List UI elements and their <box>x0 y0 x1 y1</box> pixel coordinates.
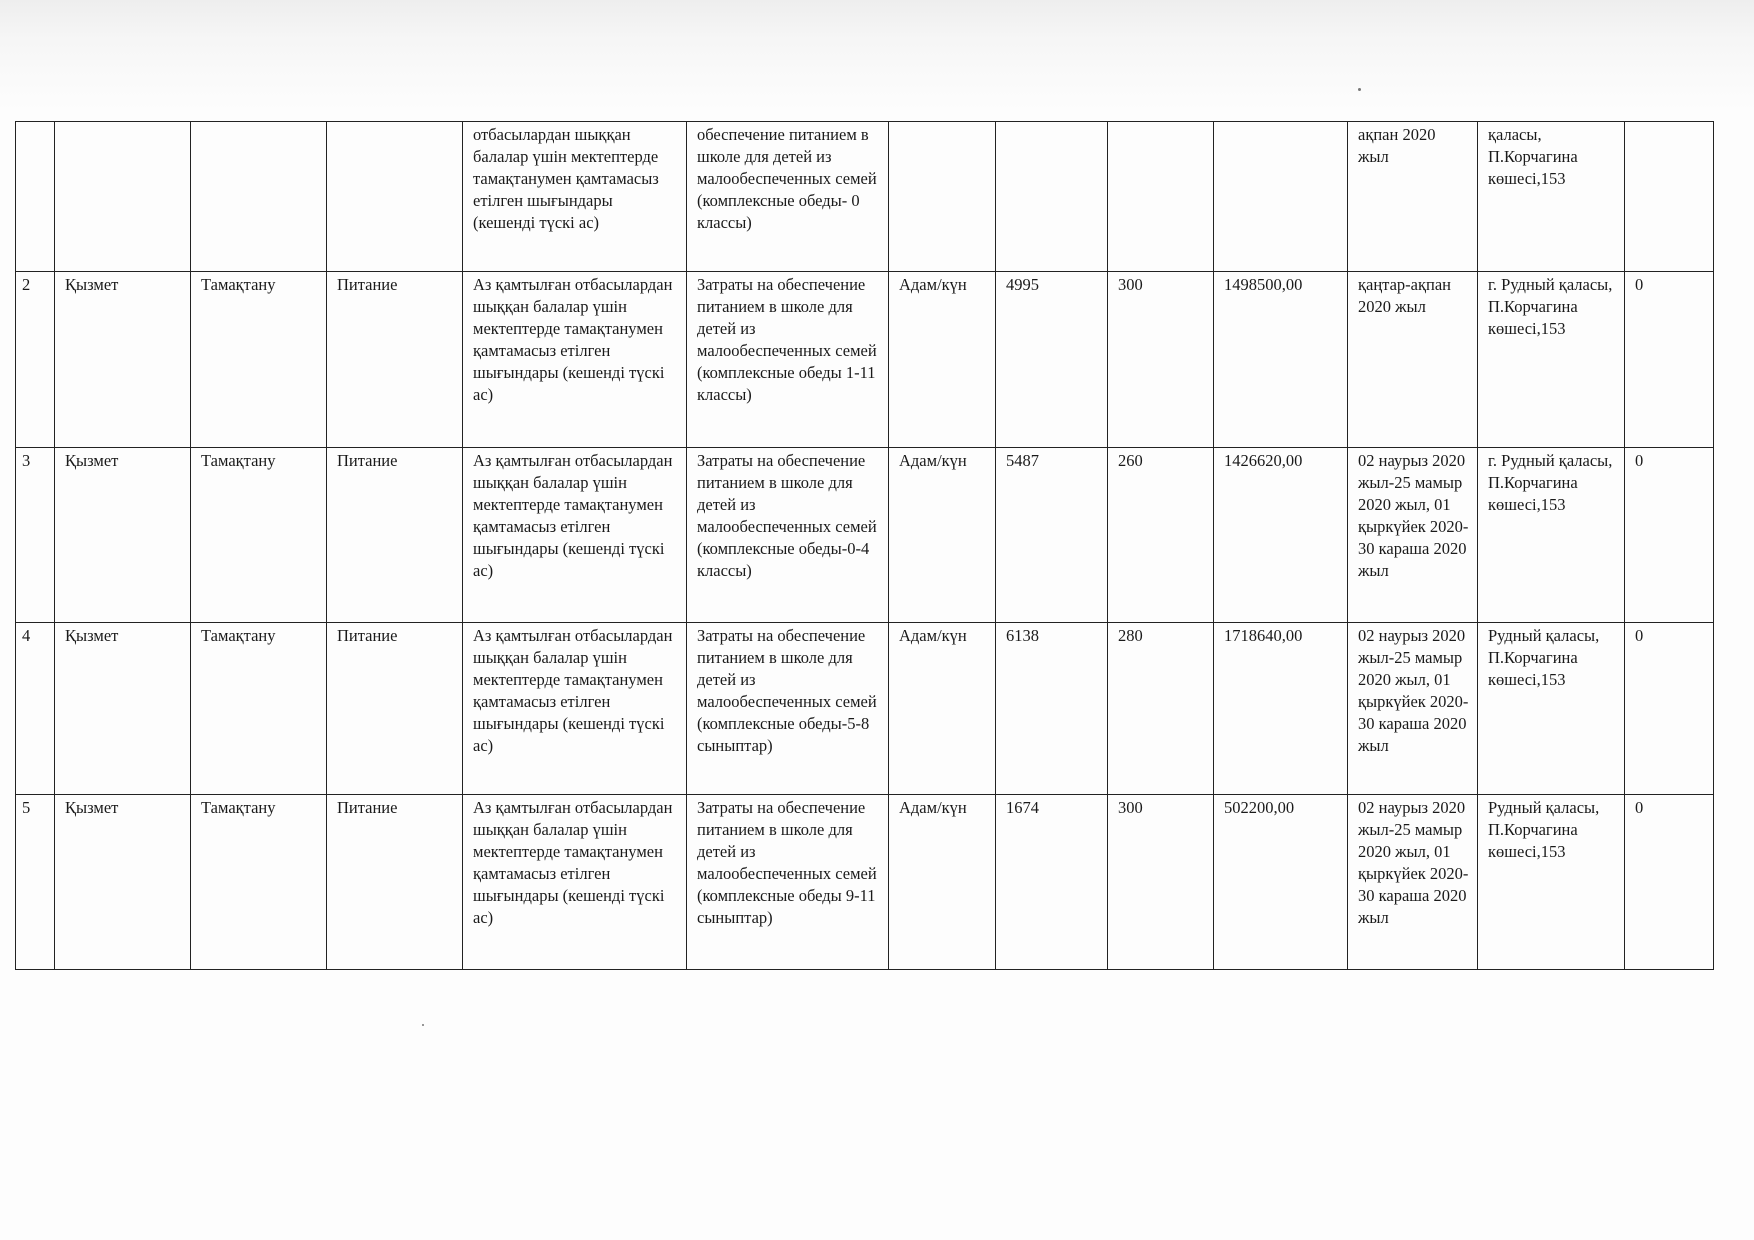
cell-quantity: 6138 <box>996 623 1108 795</box>
cell-type: Қызмет <box>55 623 191 795</box>
table-row <box>16 122 1714 272</box>
cell-description-kk: Аз қамтылған отбасылардан шыққан балалар үшін мектептерде тамақтанумен қамтамасыз етілген шығындары (кешенді түскі ас) <box>463 272 687 448</box>
cell-name-ru: Питание <box>327 795 463 970</box>
cell-period: 02 наурыз 2020 жыл-25 мамыр 2020 жыл, 01 қыркүйек 2020-30 караша 2020 жыл <box>1348 623 1478 795</box>
scan-speck <box>422 1024 424 1026</box>
cell-sum: 502200,00 <box>1214 795 1348 970</box>
cell-description-ru: Затраты на обеспечение питанием в школе для детей из малообеспеченных семей (комплексные обеды-0-4 классы) <box>687 448 889 623</box>
cell-price <box>1108 122 1214 272</box>
cell-price: 280 <box>1108 623 1214 795</box>
cell-description-ru: Затраты на обеспечение питанием в школе для детей из малообеспеченных семей (комплексные обеды 1-11 классы) <box>687 272 889 448</box>
cell-description-kk: отбасылардан шыққан балалар үшін мектептерде тамақтанумен қамтамасыз етілген шығындары (кешенді түскі ас) <box>463 122 687 272</box>
cell-no: 2 <box>16 272 55 448</box>
cell-price: 300 <box>1108 795 1214 970</box>
cell-quantity: 1674 <box>996 795 1108 970</box>
cell-quantity <box>996 122 1108 272</box>
cell-type <box>55 122 191 272</box>
procurement-table <box>15 121 1714 970</box>
cell-advance: 0 <box>1625 623 1714 795</box>
cell-sum <box>1214 122 1348 272</box>
table-row <box>16 623 1714 795</box>
cell-quantity: 5487 <box>996 448 1108 623</box>
cell-price: 300 <box>1108 272 1214 448</box>
cell-sum: 1426620,00 <box>1214 448 1348 623</box>
cell-period: 02 наурыз 2020 жыл-25 мамыр 2020 жыл, 01 қыркүйек 2020-30 караша 2020 жыл <box>1348 448 1478 623</box>
cell-period: қаңтар-ақпан 2020 жыл <box>1348 272 1478 448</box>
cell-place: қаласы, П.Корчагина көшесі,153 <box>1478 122 1625 272</box>
cell-name-kk: Тамақтану <box>191 448 327 623</box>
cell-no: 5 <box>16 795 55 970</box>
cell-description-kk: Аз қамтылған отбасылардан шыққан балалар үшін мектептерде тамақтанумен қамтамасыз етілген шығындары (кешенді түскі ас) <box>463 795 687 970</box>
table-row <box>16 448 1714 623</box>
cell-advance: 0 <box>1625 272 1714 448</box>
cell-type: Қызмет <box>55 448 191 623</box>
cell-name-kk: Тамақтану <box>191 272 327 448</box>
cell-place: г. Рудный қаласы, П.Корчагина көшесі,153 <box>1478 272 1625 448</box>
scan-shading <box>0 0 1754 110</box>
cell-type: Қызмет <box>55 272 191 448</box>
cell-unit: Адам/күн <box>889 448 996 623</box>
cell-description-ru: Затраты на обеспечение питанием в школе для детей из малообеспеченных семей (комплексные обеды-5-8 сыныптар) <box>687 623 889 795</box>
cell-type: Қызмет <box>55 795 191 970</box>
cell-advance: 0 <box>1625 795 1714 970</box>
cell-place: Рудный қаласы, П.Корчагина көшесі,153 <box>1478 623 1625 795</box>
cell-no: 3 <box>16 448 55 623</box>
cell-description-ru: обеспечение питанием в школе для детей из малообеспеченных семей (комплексные обеды- 0 классы) <box>687 122 889 272</box>
cell-name-ru: Питание <box>327 448 463 623</box>
cell-quantity: 4995 <box>996 272 1108 448</box>
cell-name-kk <box>191 122 327 272</box>
cell-place: Рудный қаласы, П.Корчагина көшесі,153 <box>1478 795 1625 970</box>
cell-price: 260 <box>1108 448 1214 623</box>
cell-unit: Адам/күн <box>889 623 996 795</box>
cell-advance <box>1625 122 1714 272</box>
cell-advance: 0 <box>1625 448 1714 623</box>
cell-place: г. Рудный қаласы, П.Корчагина көшесі,153 <box>1478 448 1625 623</box>
cell-description-kk: Аз қамтылған отбасылардан шыққан балалар үшін мектептерде тамақтанумен қамтамасыз етілген шығындары (кешенді түскі ас) <box>463 623 687 795</box>
cell-no <box>16 122 55 272</box>
cell-unit: Адам/күн <box>889 272 996 448</box>
table-row <box>16 795 1714 970</box>
cell-name-kk: Тамақтану <box>191 795 327 970</box>
cell-unit <box>889 122 996 272</box>
cell-sum: 1718640,00 <box>1214 623 1348 795</box>
cell-unit: Адам/күн <box>889 795 996 970</box>
cell-description-kk: Аз қамтылған отбасылардан шыққан балалар үшін мектептерде тамақтанумен қамтамасыз етілген шығындары (кешенді түскі ас) <box>463 448 687 623</box>
cell-name-kk: Тамақтану <box>191 623 327 795</box>
cell-description-ru: Затраты на обеспечение питанием в школе для детей из малообеспеченных семей (комплексные обеды 9-11 сыныптар) <box>687 795 889 970</box>
table-row <box>16 272 1714 448</box>
cell-name-ru: Питание <box>327 623 463 795</box>
scan-speck <box>1358 88 1361 91</box>
cell-no: 4 <box>16 623 55 795</box>
cell-period: 02 наурыз 2020 жыл-25 мамыр 2020 жыл, 01 қыркүйек 2020-30 караша 2020 жыл <box>1348 795 1478 970</box>
cell-sum: 1498500,00 <box>1214 272 1348 448</box>
cell-name-ru <box>327 122 463 272</box>
cell-name-ru: Питание <box>327 272 463 448</box>
cell-period: ақпан 2020 жыл <box>1348 122 1478 272</box>
